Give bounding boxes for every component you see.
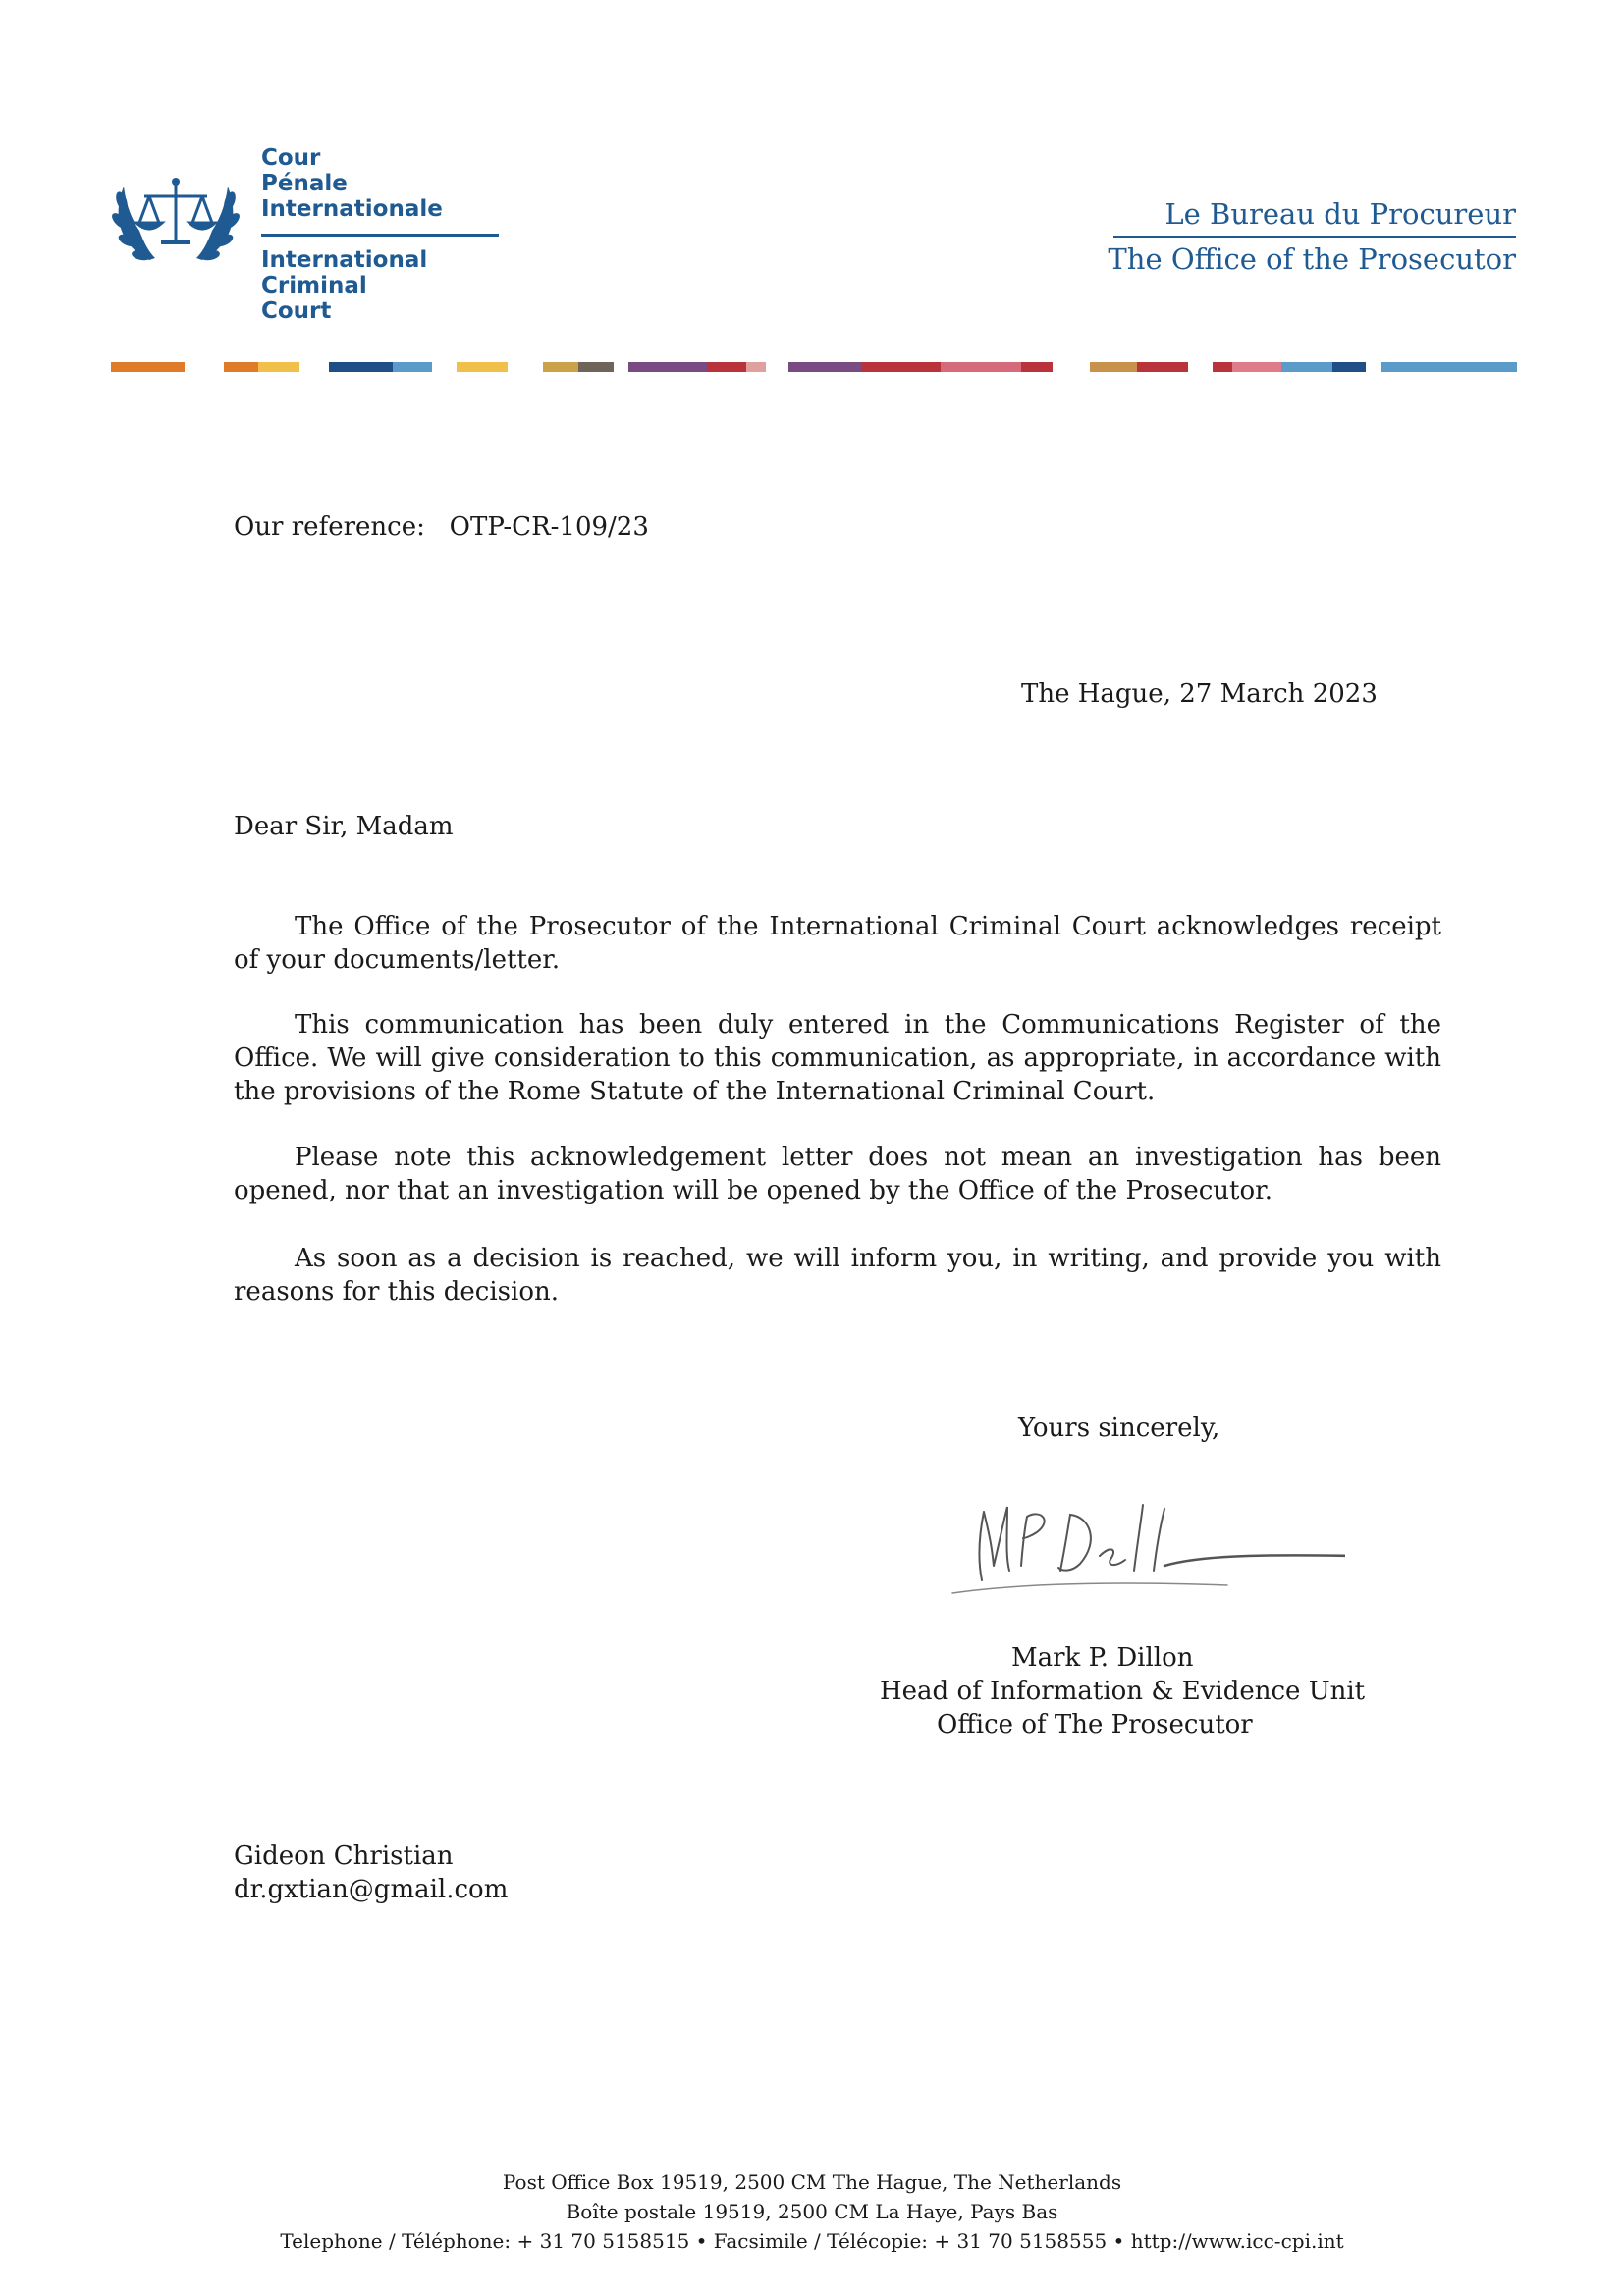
body-paragraph-2 xyxy=(234,1008,1441,1108)
icc-emblem-logo xyxy=(110,162,242,280)
body-paragraph-4 xyxy=(234,1242,1441,1308)
logo-divider xyxy=(261,234,499,237)
date-line: The Hague, 27 March 2023 xyxy=(1021,679,1378,709)
paragraph-4-text: As soon as a decision is reached, we will inform you, in writing, and provide you with reasons for this decision. xyxy=(234,1244,1441,1307)
handwritten-signature xyxy=(943,1487,1345,1605)
body-paragraph-1 xyxy=(234,910,1441,977)
paragraph-3-text: Please note this acknowledgement letter does not mean an investigation has been opened, nor that an investigation will be opened by the Office of the Prosecutor. xyxy=(234,1143,1441,1205)
footer-postal-address-fr: Boîte postale 19519, 2500 CM La Haye, Pays Bas xyxy=(566,2200,1058,2223)
greeting: Dear Sir, Madam xyxy=(234,812,454,841)
logo-text-french xyxy=(261,145,443,222)
footer-contact-line: Telephone / Téléphone: + 31 70 5158515 • Facsimile / Télécopie: + 31 70 5158555 • http://www.icc-cpi.int xyxy=(280,2229,1344,2253)
signatory-title: Head of Information & Evidence Unit xyxy=(880,1677,1366,1706)
body-paragraph-3 xyxy=(234,1141,1441,1207)
reference-line xyxy=(234,510,649,544)
footer-postal-address-en: Post Office Box 19519, 2500 CM The Hague, The Netherlands xyxy=(502,2170,1122,2194)
office-title-french: Le Bureau du Procureur xyxy=(1164,197,1516,231)
office-heading xyxy=(1025,192,1516,281)
color-stripe-divider xyxy=(111,362,1517,372)
logo-text-english xyxy=(261,247,427,324)
office-title-english: The Office of the Prosecutor xyxy=(1108,242,1516,276)
logo-fr-line-2: Pénale xyxy=(261,171,348,196)
paragraph-1-text: The Office of the Prosecutor of the International Criminal Court acknowledges receipt of your documents/letter. xyxy=(234,912,1441,975)
logo-en-line-1: International xyxy=(261,247,428,273)
logo-fr-line-3: Internationale xyxy=(261,196,443,222)
signatory-name: Mark P. Dillon xyxy=(1011,1643,1194,1673)
recipient-name: Gideon Christian xyxy=(234,1842,454,1871)
logo-en-line-2: Criminal xyxy=(261,273,367,298)
reference-label: Our reference: xyxy=(234,512,425,542)
logo-en-line-3: Court xyxy=(261,298,332,324)
reference-value: OTP-CR-109/23 xyxy=(449,512,649,542)
logo-fr-line-1: Cour xyxy=(261,145,321,171)
paragraph-2-text: This communication has been duly entered in the Communications Register of the Office. We will give consideration to this communication, as appropriate, in accordance with the provisions of the Rome Statute of the International Criminal Court. xyxy=(234,1010,1441,1106)
recipient-email: dr.gxtian@gmail.com xyxy=(234,1875,509,1904)
closing-line: Yours sincerely, xyxy=(1018,1414,1220,1443)
signatory-office: Office of The Prosecutor xyxy=(937,1710,1253,1739)
